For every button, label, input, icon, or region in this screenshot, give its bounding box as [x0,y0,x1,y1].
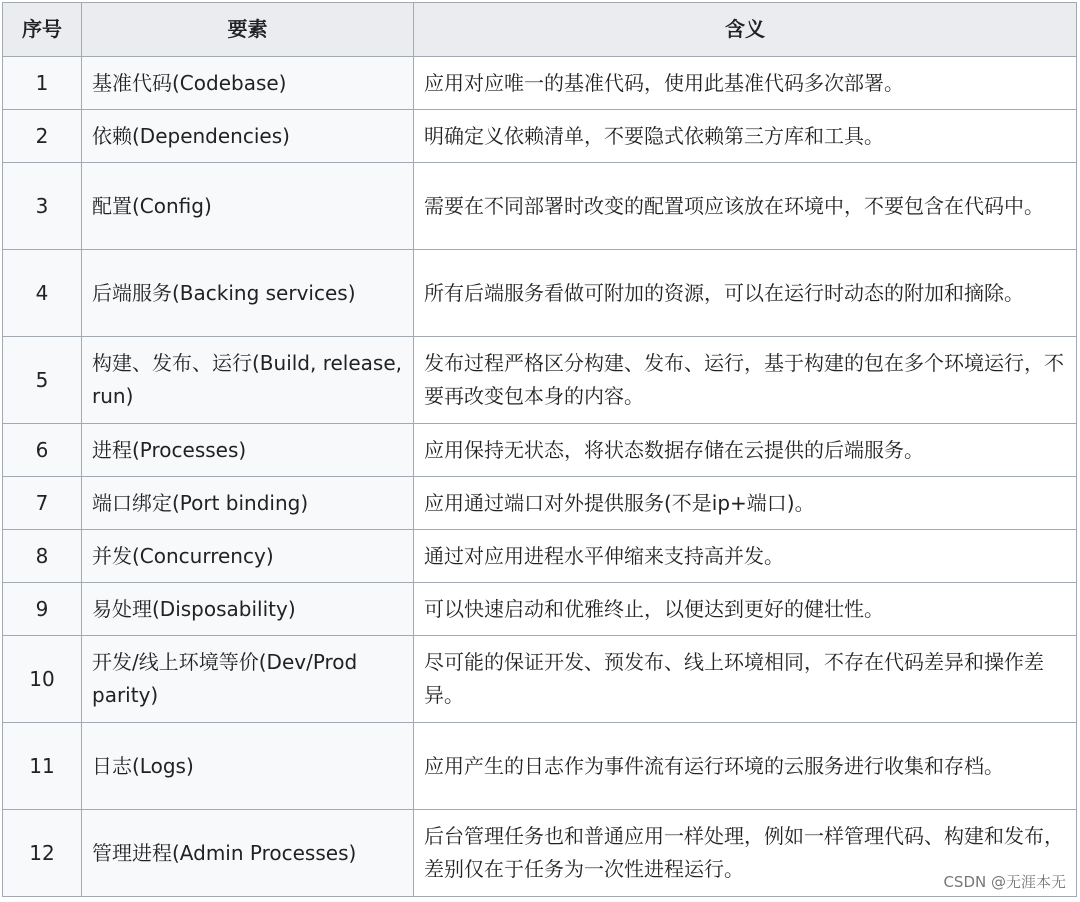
row-meaning-cell: 应用产生的日志作为事件流有运行环境的云服务进行收集和存档。 [414,723,1077,810]
table-row [3,810,1077,897]
row-index-cell: 9 [3,583,82,636]
table-row [3,337,1077,424]
row-meaning-cell: 应用保持无状态，将状态数据存储在云提供的后端服务。 [414,424,1077,477]
row-element-cell: 基准代码(Codebase) [82,57,414,110]
row-index-cell: 1 [3,57,82,110]
row-element-cell: 管理进程(Admin Processes) [82,810,414,897]
factors-table [2,2,1077,897]
row-element-cell: 后端服务(Backing services) [82,250,414,337]
row-meaning-cell: 后台管理任务也和普通应用一样处理，例如一样管理代码、构建和发布，差别仅在于任务为一次性进程运行。 [414,810,1077,897]
row-element-cell: 配置(Config) [82,163,414,250]
row-meaning-cell: 发布过程严格区分构建、发布、运行，基于构建的包在多个环境运行，不要再改变包本身的内容。 [414,337,1077,424]
row-index-cell: 2 [3,110,82,163]
row-meaning-cell: 应用通过端口对外提供服务(不是ip+端口)。 [414,477,1077,530]
table-row [3,723,1077,810]
row-meaning-cell: 尽可能的保证开发、预发布、线上环境相同，不存在代码差异和操作差异。 [414,636,1077,723]
row-index-cell: 4 [3,250,82,337]
row-meaning-cell: 所有后端服务看做可附加的资源，可以在运行时动态的附加和摘除。 [414,250,1077,337]
table-row [3,424,1077,477]
table-body [3,57,1077,897]
watermark: CSDN @无涯本无 [943,873,1066,891]
row-element-cell: 进程(Processes) [82,424,414,477]
row-element-cell: 构建、发布、运行(Build, release, run) [82,337,414,424]
row-index-cell: 11 [3,723,82,810]
row-element-cell: 日志(Logs) [82,723,414,810]
table-row [3,57,1077,110]
table-row [3,583,1077,636]
table-row [3,477,1077,530]
table-row [3,163,1077,250]
table-row [3,110,1077,163]
row-meaning-cell: 需要在不同部署时改变的配置项应该放在环境中，不要包含在代码中。 [414,163,1077,250]
table-row [3,636,1077,723]
row-element-cell: 并发(Concurrency) [82,530,414,583]
row-index-cell: 12 [3,810,82,897]
table-row [3,250,1077,337]
row-index-cell: 3 [3,163,82,250]
header-meaning: 含义 [414,3,1077,57]
row-meaning-cell: 通过对应用进程水平伸缩来支持高并发。 [414,530,1077,583]
row-index-cell: 6 [3,424,82,477]
row-meaning-cell: 应用对应唯一的基准代码，使用此基准代码多次部署。 [414,57,1077,110]
row-meaning-cell: 明确定义依赖清单，不要隐式依赖第三方库和工具。 [414,110,1077,163]
table-row [3,530,1077,583]
row-element-cell: 依赖(Dependencies) [82,110,414,163]
row-index-cell: 5 [3,337,82,424]
table-header-row [3,3,1077,57]
row-index-cell: 8 [3,530,82,583]
row-meaning-cell: 可以快速启动和优雅终止，以便达到更好的健壮性。 [414,583,1077,636]
row-element-cell: 开发/线上环境等价(Dev/Prod parity) [82,636,414,723]
row-element-cell: 易处理(Disposability) [82,583,414,636]
row-index-cell: 10 [3,636,82,723]
header-element: 要素 [82,3,414,57]
row-index-cell: 7 [3,477,82,530]
header-index: 序号 [3,3,82,57]
row-element-cell: 端口绑定(Port binding) [82,477,414,530]
